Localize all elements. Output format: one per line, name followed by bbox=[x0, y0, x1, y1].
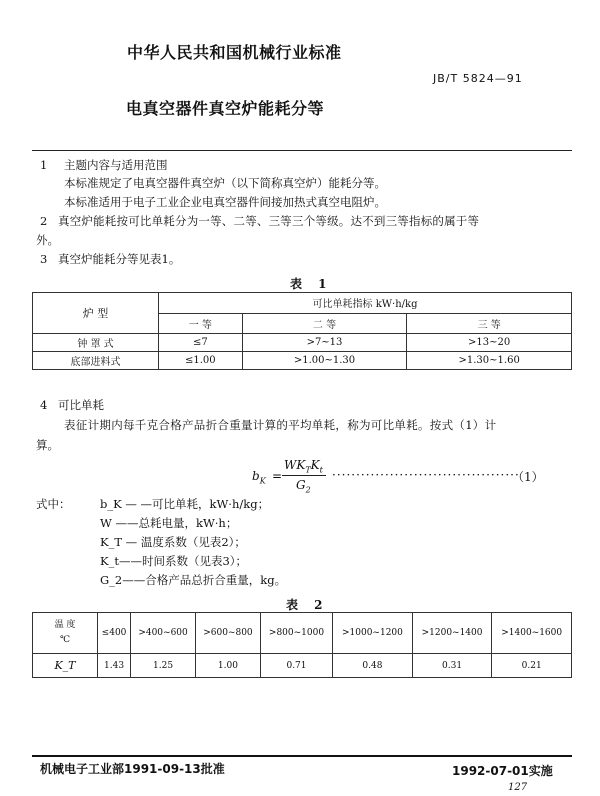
section-1-para-2: 本标准适用于电子工业企业电真空器件间接加热式真空电阻炉。 bbox=[64, 195, 386, 209]
section-4-number: 4 bbox=[40, 398, 48, 412]
table-1-row-label: 底部进料式 bbox=[33, 352, 159, 370]
table-2-coeff-cell: 0.21 bbox=[492, 654, 572, 678]
table-1-row-label: 钟 罩 式 bbox=[33, 334, 159, 352]
approval-date: 机械电子工业部1991-09-13批准 bbox=[40, 762, 225, 776]
table-1-cell: >1.00~1.30 bbox=[242, 352, 407, 370]
document-title: 电真空器件真空炉能耗分等 bbox=[126, 99, 325, 118]
section-4-line-1: 表征计期内每千克合格产品折合重量计算的平均单耗，称为可比单耗。按式（1）计 bbox=[64, 418, 497, 432]
section-1-number: 1 bbox=[40, 158, 48, 172]
table-2-coeff-cell: 0.71 bbox=[260, 654, 332, 678]
where-item: W ——总耗电量，kW·h； bbox=[100, 516, 238, 530]
table-2-coeff-cell: 1.00 bbox=[195, 654, 260, 678]
where-item: G_2——合格产品总折合重量，kg。 bbox=[100, 573, 287, 587]
table-2-coeff-cell: 1.43 bbox=[98, 654, 131, 678]
section-2-number: 2 bbox=[40, 214, 48, 228]
section-2-line-2: 外。 bbox=[36, 233, 59, 247]
table-2-temp-cell: >400~600 bbox=[131, 613, 196, 654]
table-1-cell: ≤1.00 bbox=[159, 352, 243, 370]
formula-lhs: $b_K$ bbox=[252, 469, 266, 486]
section-3-number: 3 bbox=[40, 252, 48, 266]
table-1-metric-header: 可比单耗指标 kW·h/kg bbox=[159, 293, 572, 314]
table-1 bbox=[32, 292, 572, 370]
table-1-cell: >7~13 bbox=[242, 334, 407, 352]
table-1-grade-1: 一 等 bbox=[159, 313, 243, 334]
footer-rule bbox=[32, 755, 572, 757]
table-2-temp-label: 温 度 ℃ bbox=[33, 613, 98, 654]
formula-number: （1） bbox=[512, 470, 544, 484]
section-1-para-1: 本标准规定了电真空器件真空炉（以下简称真空炉）能耗分等。 bbox=[64, 176, 386, 190]
section-4-line-2: 算。 bbox=[36, 438, 59, 452]
formula-1 bbox=[252, 458, 552, 498]
section-1-title: 主题内容与适用范围 bbox=[64, 158, 168, 172]
table-1-cell: >1.30~1.60 bbox=[407, 352, 572, 370]
where-intro: 式中： bbox=[36, 497, 71, 511]
table-2-temp-cell: >600~800 bbox=[195, 613, 260, 654]
formula-leader-dots: ······································· bbox=[332, 468, 520, 482]
table-1-cell: ≤7 bbox=[159, 334, 243, 352]
table-2 bbox=[32, 612, 572, 678]
table-2-temp-cell: >800~1000 bbox=[260, 613, 332, 654]
table-2-coeff-cell: 0.48 bbox=[333, 654, 413, 678]
section-3-text: 真空炉能耗分等见表1。 bbox=[58, 252, 181, 266]
table-1-grade-3: 三 等 bbox=[407, 313, 572, 334]
table-2-coeff-label: K_T bbox=[33, 654, 98, 678]
formula-fraction-bar bbox=[282, 475, 326, 476]
table-1-furnace-header: 炉 型 bbox=[33, 293, 159, 334]
table-2-temp-cell: >1400~1600 bbox=[492, 613, 572, 654]
formula-numerator: $WK_TK_t$ bbox=[284, 458, 323, 475]
standard-code: JB/T 5824—91 bbox=[433, 72, 523, 85]
table-2-caption: 表 2 bbox=[286, 598, 329, 612]
header-divider bbox=[32, 150, 572, 151]
issuing-organization: 中华人民共和国机械行业标准 bbox=[127, 43, 342, 62]
table-2-temp-cell: ≤400 bbox=[98, 613, 131, 654]
where-item: K_T — 温度系数（见表2）； bbox=[100, 535, 246, 549]
where-item: b_K — —可比单耗，kW·h/kg； bbox=[100, 497, 270, 511]
table-1-cell: >13~20 bbox=[407, 334, 572, 352]
section-2-line-1: 真空炉能耗按可比单耗分为一等、二等、三等三个等级。达不到三等指标的属于等 bbox=[58, 214, 480, 228]
page-number: 127 bbox=[508, 782, 528, 793]
table-1-grade-2: 二 等 bbox=[242, 313, 407, 334]
table-1-caption: 表 1 bbox=[290, 277, 333, 291]
table-2-temp-cell: >1200~1400 bbox=[412, 613, 492, 654]
table-2-coeff-cell: 1.25 bbox=[131, 654, 196, 678]
section-4-title: 可比单耗 bbox=[58, 398, 104, 412]
formula-denominator: $G_2$ bbox=[296, 478, 311, 495]
table-2-coeff-cell: 0.31 bbox=[412, 654, 492, 678]
effective-date: 1992-07-01实施 bbox=[452, 764, 553, 778]
table-2-temp-cell: >1000~1200 bbox=[333, 613, 413, 654]
where-item: K_t——时间系数（见表3）； bbox=[100, 554, 248, 568]
formula-equals: = bbox=[272, 469, 283, 483]
